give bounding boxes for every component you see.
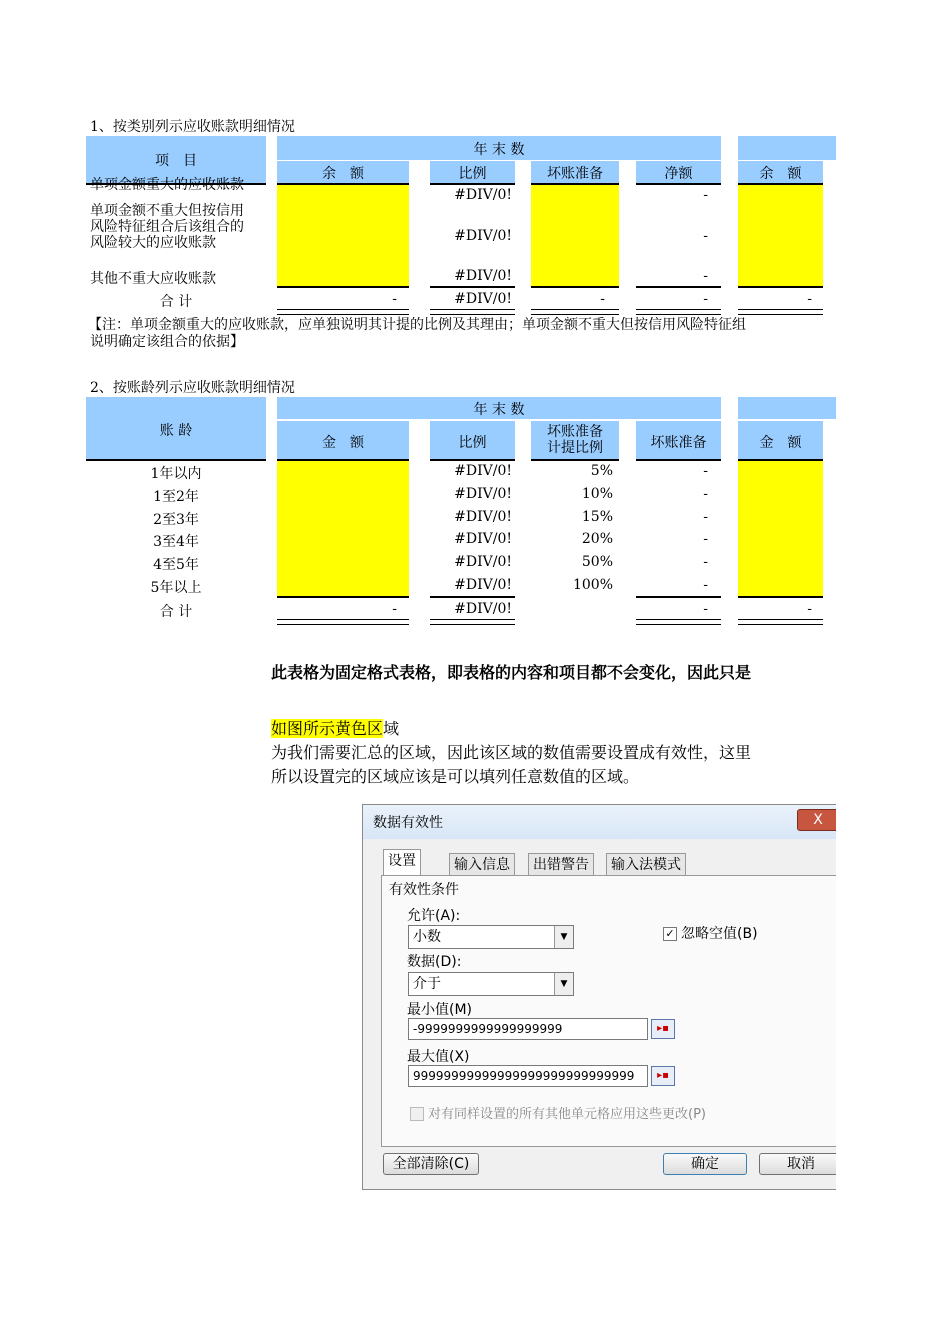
max-label: 最大值(X) xyxy=(407,1049,470,1065)
section2-title: 2、按账龄列示应收账款明细情况 xyxy=(90,380,295,396)
allow-label: 允许(A): xyxy=(407,908,461,924)
s2-row-6-pct: 100% xyxy=(572,577,613,593)
s2-total-bad-debt: - xyxy=(703,601,708,617)
s2-row-5-label: 4至5年 xyxy=(153,557,199,573)
s2-col-provision-rate: 坏账准备计提比例 xyxy=(547,424,603,456)
s1-row-1-ratio: #DIV/0! xyxy=(454,187,512,203)
s1-row-3-label: 其他不重大应收账款 xyxy=(90,271,216,287)
s2-row-5-pct: 50% xyxy=(581,554,613,570)
s2-row-1-ratio: #DIV/0! xyxy=(454,463,512,479)
s1-bad-debt-input-area[interactable] xyxy=(531,185,619,286)
apply-all-label: 对有同样设置的所有其他单元格应用这些更改(P) xyxy=(428,1107,706,1122)
s2-row-3-label: 2至3年 xyxy=(153,512,199,528)
explain-line2: 为我们需要汇总的区域，因此该区域的数值需要设置成有效性，这里 xyxy=(271,743,752,762)
s2-row-2-ratio: #DIV/0! xyxy=(454,486,512,502)
allow-value: 小数 xyxy=(413,929,441,945)
s2-row-2-pct: 10% xyxy=(581,486,613,502)
close-button[interactable]: X xyxy=(797,809,836,831)
s1-year-end-header: 年 末 数 xyxy=(473,142,525,158)
explain-line1 xyxy=(271,716,399,739)
s2-row-1-pct: 5% xyxy=(590,463,613,479)
s2-year-end-header: 年 末 数 xyxy=(473,402,525,418)
s1-total-ratio: #DIV/0! xyxy=(454,291,512,307)
explain-line1-rest: 域 xyxy=(383,719,400,738)
s1-row-2-ratio: #DIV/0! xyxy=(454,228,512,244)
min-value-field[interactable]: -9999999999999999999 xyxy=(408,1018,648,1040)
s1-row-1-label: 单项金额重大的应收账款 xyxy=(90,177,244,193)
s1-col-balance2: 余 额 xyxy=(759,166,802,182)
s2-row-1-bad-debt: - xyxy=(703,463,708,479)
explain-line3: 所以设置完的区域应该是可以填列任意数值的区域。 xyxy=(271,767,640,786)
s1-row-2-net: - xyxy=(703,228,708,244)
s1-row-2-label: 单项金额不重大但按信用风险特征组合后该组合的风险较大的应收账款 xyxy=(90,203,244,251)
ignore-blank-label: 忽略空值(B) xyxy=(681,926,758,942)
tab-error-alert[interactable]: 出错警告 xyxy=(528,853,594,876)
s2-col-bad-debt: 坏账准备 xyxy=(650,435,707,451)
apply-all-checkbox[interactable] xyxy=(410,1107,424,1121)
dialog-title: 数据有效性 xyxy=(373,815,443,831)
s2-total-ratio: #DIV/0! xyxy=(454,601,512,617)
s2-amount2-input-area[interactable] xyxy=(738,461,823,596)
s1-row-3-net: - xyxy=(703,268,708,284)
max-value-field[interactable]: 99999999999999999999999999999 xyxy=(408,1065,648,1087)
s1-prior-header-cell xyxy=(738,136,836,160)
s1-note-line1: 【注：单项金额重大的应收账款，应单独说明其计提的比例及其理由；单项金额不重大但按信用风险特征组 xyxy=(88,317,746,333)
s2-row-3-bad-debt: - xyxy=(703,509,708,525)
s1-col-net: 净额 xyxy=(664,166,693,182)
s2-row-4-pct: 20% xyxy=(581,531,613,547)
explain-highlight: 如图所示黄色区 xyxy=(271,719,384,738)
explain-bold-line: 此表格为固定格式表格，即表格的内容和项目都不会变化，因此只是 xyxy=(271,663,752,682)
s2-row-1-label: 1年以内 xyxy=(150,466,202,482)
ignore-blank-checkbox[interactable]: ✓ xyxy=(663,927,677,941)
s2-amount-input-area[interactable] xyxy=(277,461,409,596)
range-picker-icon[interactable]: ▸▪ xyxy=(651,1066,675,1086)
s1-balance2-input-area[interactable] xyxy=(738,185,823,286)
min-label: 最小值(M) xyxy=(407,1002,473,1018)
chevron-down-icon: ▼ xyxy=(554,926,573,948)
cancel-button[interactable]: 取消 xyxy=(759,1153,836,1175)
s2-row-2-bad-debt: - xyxy=(703,486,708,502)
tab-ime-mode[interactable]: 输入法模式 xyxy=(606,853,686,876)
s1-col-bad-debt: 坏账准备 xyxy=(547,166,603,182)
clear-all-button[interactable]: 全部清除(C) xyxy=(383,1153,479,1175)
tab-settings[interactable]: 设置 xyxy=(383,849,421,877)
s2-row-6-label: 5年以上 xyxy=(150,580,202,596)
s2-total-amount2: - xyxy=(807,601,812,617)
data-validation-dialog xyxy=(362,804,836,1190)
s1-col-balance: 余 额 xyxy=(322,166,364,182)
s2-row-4-bad-debt: - xyxy=(703,531,708,547)
data-label: 数据(D): xyxy=(407,954,462,970)
ok-button[interactable]: 确定 xyxy=(663,1153,747,1175)
s2-row-2-label: 1至2年 xyxy=(153,489,199,505)
s2-col-amount: 金 额 xyxy=(322,435,364,451)
s1-col-ratio: 比例 xyxy=(458,166,487,182)
validation-criteria-label: 有效性条件 xyxy=(389,882,459,898)
s2-row-6-ratio: #DIV/0! xyxy=(454,577,512,593)
s2-row-6-bad-debt: - xyxy=(703,577,708,593)
s2-col-amount2: 金 额 xyxy=(759,435,802,451)
s2-col-ratio: 比例 xyxy=(458,435,487,451)
s2-row-5-bad-debt: - xyxy=(703,554,708,570)
s1-row-3-ratio: #DIV/0! xyxy=(454,268,512,284)
s2-total-label: 合 计 xyxy=(159,604,193,620)
data-value: 介于 xyxy=(413,976,441,992)
range-picker-icon[interactable]: ▸▪ xyxy=(651,1019,675,1039)
s1-total-balance2: - xyxy=(807,291,812,307)
s1-item-header: 项 目 xyxy=(155,153,197,169)
data-select[interactable] xyxy=(408,972,574,996)
s2-total-amount: - xyxy=(392,601,397,617)
s1-total-net: - xyxy=(703,291,708,307)
s1-row-1-net: - xyxy=(703,187,708,203)
allow-select[interactable] xyxy=(408,925,574,949)
s1-total-label: 合 计 xyxy=(159,294,193,310)
s2-age-header: 账 龄 xyxy=(159,423,193,439)
tab-input-message[interactable]: 输入信息 xyxy=(449,853,515,876)
s2-row-5-ratio: #DIV/0! xyxy=(454,554,512,570)
s2-row-3-pct: 15% xyxy=(581,509,613,525)
s2-row-4-ratio: #DIV/0! xyxy=(454,531,512,547)
section1-title: 1、按类别列示应收账款明细情况 xyxy=(90,119,295,135)
s1-note-line2: 说明确定该组合的依据】 xyxy=(90,334,244,350)
s1-balance-input-area[interactable] xyxy=(277,185,409,286)
s1-total-balance: - xyxy=(392,291,397,307)
s2-row-4-label: 3至4年 xyxy=(153,534,199,550)
s2-row-3-ratio: #DIV/0! xyxy=(454,509,512,525)
s1-total-bad-debt: - xyxy=(600,291,605,307)
chevron-down-icon: ▼ xyxy=(554,973,573,995)
